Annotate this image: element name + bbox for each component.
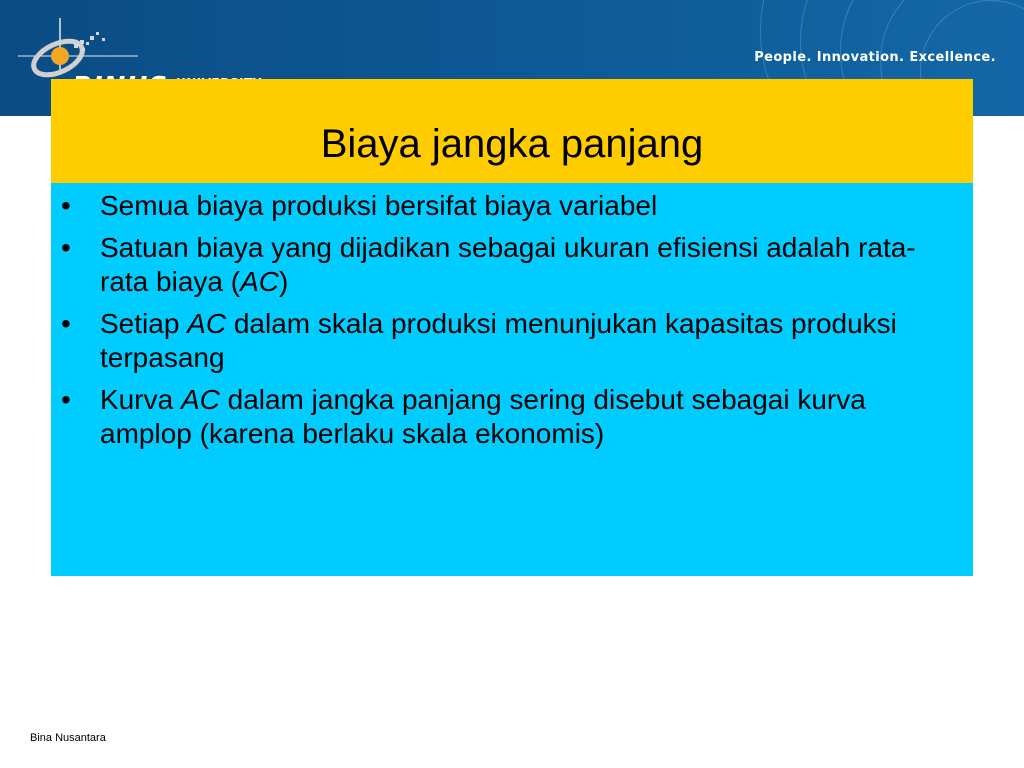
bullet-dot: • xyxy=(61,384,71,415)
content-box xyxy=(51,183,973,576)
bullet-text: Semua biaya produksi bersifat biaya variabel xyxy=(100,190,658,221)
bullet-text: Satuan biaya yang dijadikan sebagai ukuran efisiensi adalah rata-rata biaya ( xyxy=(100,232,916,297)
footer-text: Bina Nusantara xyxy=(30,732,106,744)
bullet-text: Setiap xyxy=(100,308,188,339)
tagline: People. Innovation. Excellence. xyxy=(754,50,996,65)
bullet-item xyxy=(61,383,961,451)
bullet-dot: • xyxy=(61,232,71,263)
bullet-term: AC xyxy=(187,308,227,339)
bullet-text: ) xyxy=(278,266,289,297)
bullet-item xyxy=(61,307,961,375)
bullet-dot: • xyxy=(61,308,71,339)
bullet-term: AC xyxy=(180,384,220,415)
bullet-term: AC xyxy=(240,266,279,297)
slide-title: Biaya jangka panjang xyxy=(320,121,704,166)
bullet-text: dalam jangka panjang sering disebut sebagai kurva amplop (karena berlaku skala ekonomis) xyxy=(100,384,866,449)
bullet-text: Kurva xyxy=(100,384,181,415)
bullet-item xyxy=(61,231,961,299)
bullet-list xyxy=(61,189,961,459)
bullet-text: dalam skala produksi menunjukan kapasitas produksi terpasang xyxy=(100,308,897,373)
bullet-item xyxy=(61,189,961,223)
bullet-dot: • xyxy=(61,190,71,221)
title-box xyxy=(51,79,973,183)
